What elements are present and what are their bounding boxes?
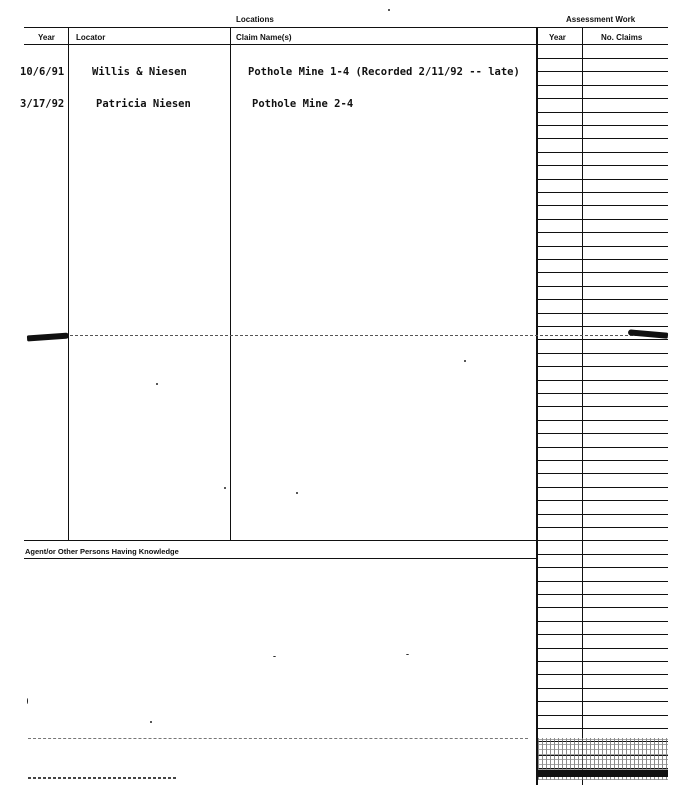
assessment-rule-line: [536, 460, 668, 461]
assessment-rule-line: [536, 648, 668, 649]
assessment-rule-line: [536, 165, 668, 166]
assessment-rule-line: [536, 487, 668, 488]
assessment-rule-line: [536, 58, 668, 59]
scan-speck: [150, 721, 152, 723]
assessment-rule-line: [536, 353, 668, 354]
fold-line: [70, 335, 668, 336]
assessment-rule-line: [536, 179, 668, 180]
assessment-rule-line: [536, 594, 668, 595]
bottom-dashed-rule: [28, 738, 528, 739]
agent-header-rule: [24, 558, 536, 559]
assessment-rule-line: [536, 366, 668, 367]
assessment-rule-line: [536, 272, 668, 273]
assessment-rule-line: [536, 85, 668, 86]
assessment-rule-line: [536, 715, 668, 716]
assessment-rule-line: [536, 674, 668, 675]
assessment-rule-line: [536, 313, 668, 314]
assessment-rule-line: [536, 473, 668, 474]
scan-speck: [224, 487, 226, 489]
assessment-rule-line: [536, 71, 668, 72]
assessment-rule-line: [536, 540, 668, 541]
assessment-rule-line: [536, 326, 668, 327]
column-locator: Locator: [76, 33, 106, 42]
column-header-rule: [24, 44, 668, 45]
locations-heading: Locations: [236, 15, 274, 24]
bottom-noise-band: [28, 777, 178, 779]
left-smudge-mark: [27, 333, 69, 342]
locations-bottom-rule: [24, 540, 536, 541]
assessment-rule-line: [536, 514, 668, 515]
assessment-rule-line: [536, 621, 668, 622]
assessment-rule-line: [536, 259, 668, 260]
scan-speck: [406, 654, 409, 655]
assessment-rule-line: [536, 728, 668, 729]
scan-speck: [296, 492, 298, 494]
scan-dark-bar: [538, 770, 668, 777]
assessment-rule-line: [536, 380, 668, 381]
assessment-rule-line: [536, 433, 668, 434]
assessment-rule-line: [536, 634, 668, 635]
assessment-rule-line: [536, 661, 668, 662]
column-year: Year: [38, 33, 55, 42]
assessment-rule-line: [536, 527, 668, 528]
column-no-claims: No. Claims: [601, 33, 643, 42]
assessment-rule-line: [536, 406, 668, 407]
assessment-rule-line: [536, 246, 668, 247]
assessment-rule-line: [536, 286, 668, 287]
divider-year-locator: [68, 27, 69, 540]
scan-speck: [156, 383, 158, 385]
scan-speck: [388, 9, 390, 11]
assessment-rule-line: [536, 554, 668, 555]
scan-speck: [273, 656, 276, 657]
scan-speck: [464, 360, 466, 362]
column-claim-names: Claim Name(s): [236, 33, 292, 42]
assessment-rule-line: [536, 500, 668, 501]
assessment-rule-line: [536, 701, 668, 702]
assessment-rule-line: [536, 567, 668, 568]
divider-locator-claims: [230, 27, 231, 540]
assessment-rule-line: [536, 125, 668, 126]
column-assessment-year: Year: [549, 33, 566, 42]
assessment-rule-line: [536, 152, 668, 153]
assessment-rule-line: [536, 607, 668, 608]
entry-year: 10/6/91: [20, 66, 65, 78]
entry-claims: Pothole Mine 2-4: [252, 98, 354, 110]
assessment-rule-line: [536, 393, 668, 394]
entry-locator: Willis & Niesen: [92, 66, 187, 78]
assessment-rule-line: [536, 205, 668, 206]
assessment-rule-line: [536, 299, 668, 300]
right-smudge-mark: [628, 329, 668, 338]
assessment-rule-line: [536, 447, 668, 448]
agent-section-label: Agent/or Other Persons Having Knowledge: [25, 547, 179, 556]
assessment-rule-line: [536, 112, 668, 113]
assessment-rule-line: [536, 581, 668, 582]
assessment-rule-line: [536, 232, 668, 233]
assessment-rule-line: [536, 339, 668, 340]
assessment-rule-line: [536, 98, 668, 99]
entry-claims: Pothole Mine 1-4 (Recorded 2/11/92 -- late): [248, 66, 520, 78]
scan-speck: [27, 698, 28, 704]
assessment-rule-line: [536, 219, 668, 220]
top-rule: [24, 27, 668, 28]
assessment-rule-line: [536, 420, 668, 421]
assessment-rule-line: [536, 688, 668, 689]
assessment-work-heading: Assessment Work: [566, 15, 636, 24]
entry-year: 3/17/92: [20, 98, 65, 110]
entry-locator: Patricia Niesen: [96, 98, 191, 110]
assessment-rule-line: [536, 192, 668, 193]
assessment-rule-line: [536, 138, 668, 139]
